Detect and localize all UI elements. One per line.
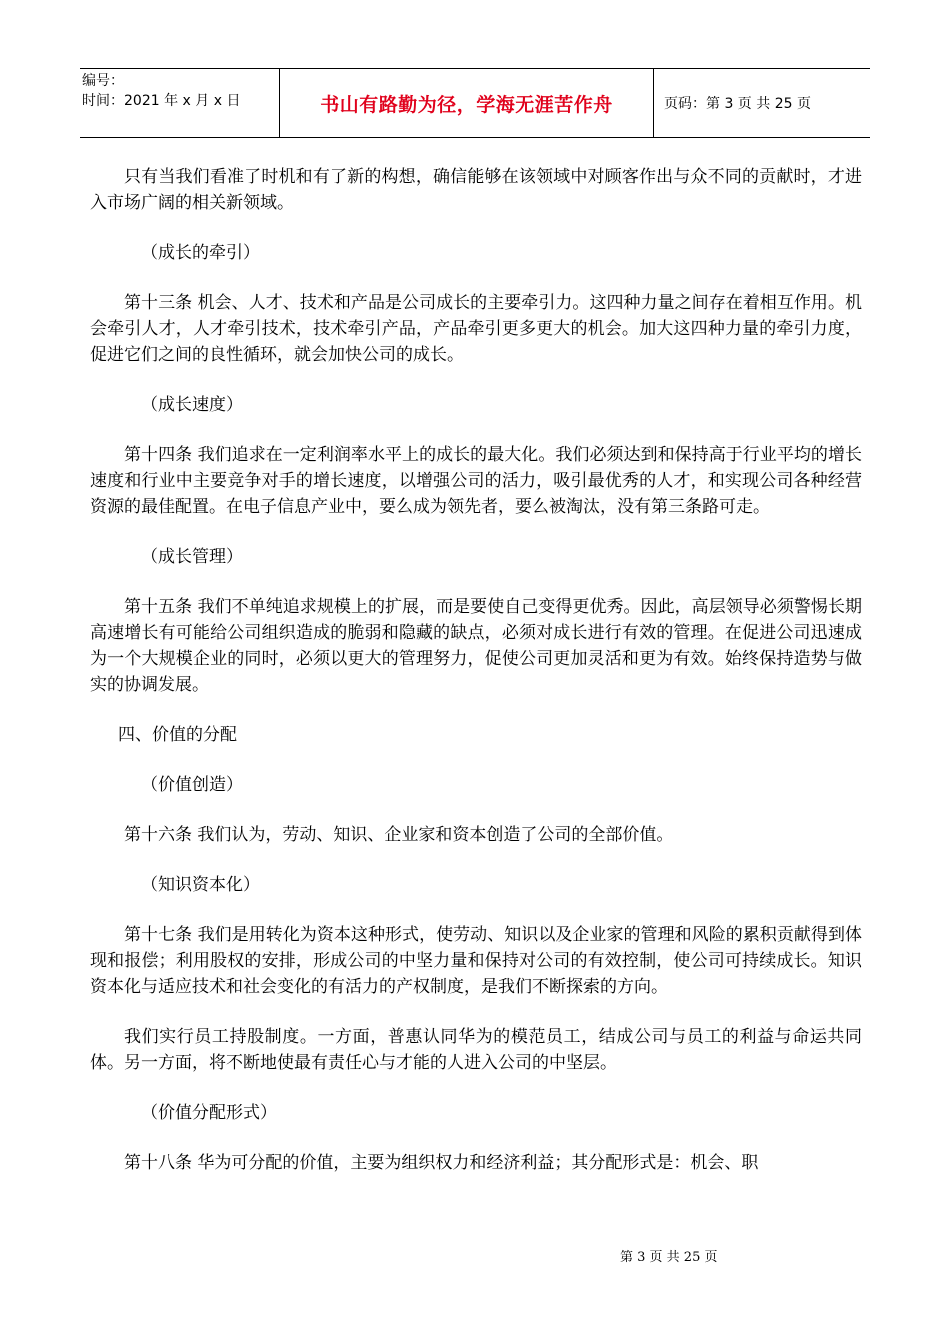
header-motto: 书山有路勤为径，学海无涯苦作舟	[280, 69, 654, 137]
paragraph: 第十三条 机会、人才、技术和产品是公司成长的主要牵引力。这四种力量之间存在着相互作用。机会牵引人才，人才牵引技术，技术牵引产品，产品牵引更多更大的机会。加大这四种力量的牵引力度，促进它们之间的良性循环，就会加快公司的成长。	[90, 293, 862, 365]
paragraph: 第十六条 我们认为，劳动、知识、企业家和资本创造了公司的全部价值。	[124, 825, 674, 845]
paragraph: 第十五条 我们不单纯追求规模上的扩展，而是要使自己变得更优秀。因此，高层领导必须警惕长期高速增长有可能给公司组织造成的脆弱和隐藏的缺点，必须对成长进行有效的管理。在促进公司迅速成为一个大规模企业的同时，必须以更大的管理努力，促使公司更加灵活和更为有效。始终保持造势与做实的协调发展。	[90, 597, 862, 695]
document-number-label: 编号：	[82, 73, 124, 89]
header-page-code: 页码：第 3 页 共 25 页	[664, 96, 811, 112]
header-meta	[80, 69, 280, 137]
subheading: （成长管理）	[141, 547, 243, 567]
subheading: （成长的牵引）	[141, 243, 260, 263]
subheading: （知识资本化）	[141, 875, 260, 895]
subheading: （价值创造）	[141, 775, 243, 795]
document-date-label: 时间：2021 年 x 月 x 日	[82, 93, 241, 109]
section-heading: 四、价值的分配	[118, 725, 237, 745]
document-body	[90, 164, 862, 1200]
paragraph: 第十八条 华为可分配的价值，主要为组织权力和经济利益；其分配形式是：机会、职	[124, 1153, 759, 1173]
page-footer: 第 3 页 共 25 页	[620, 1250, 718, 1265]
paragraph: 第十七条 我们是用转化为资本这种形式，使劳动、知识以及企业家的管理和风险的累积贡献得到体现和报偿；利用股权的安排，形成公司的中坚力量和保持对公司的有效控制，使公司可持续成长。知识资本化与适应技术和社会变化的有活力的产权制度，是我们不断探索的方向。	[90, 925, 862, 997]
paragraph: 我们实行员工持股制度。一方面，普惠认同华为的模范员工，结成公司与员工的利益与命运共同体。另一方面，将不断地使最有责任心与才能的人进入公司的中坚层。	[90, 1027, 862, 1073]
paragraph: 第十四条 我们追求在一定利润率水平上的成长的最大化。我们必须达到和保持高于行业平均的增长速度和行业中主要竞争对手的增长速度，以增强公司的活力，吸引最优秀的人才，和实现公司各种经营资源的最佳配置。在电子信息产业中，要么成为领先者，要么被淘汰，没有第三条路可走。	[90, 445, 862, 517]
subheading: （成长速度）	[141, 395, 243, 415]
paragraph: 只有当我们看准了时机和有了新的构想，确信能够在该领域中对顾客作出与众不同的贡献时，才进入市场广阔的相关新领域。	[90, 167, 862, 213]
page-header	[80, 68, 870, 138]
subheading: （价值分配形式）	[141, 1103, 277, 1123]
